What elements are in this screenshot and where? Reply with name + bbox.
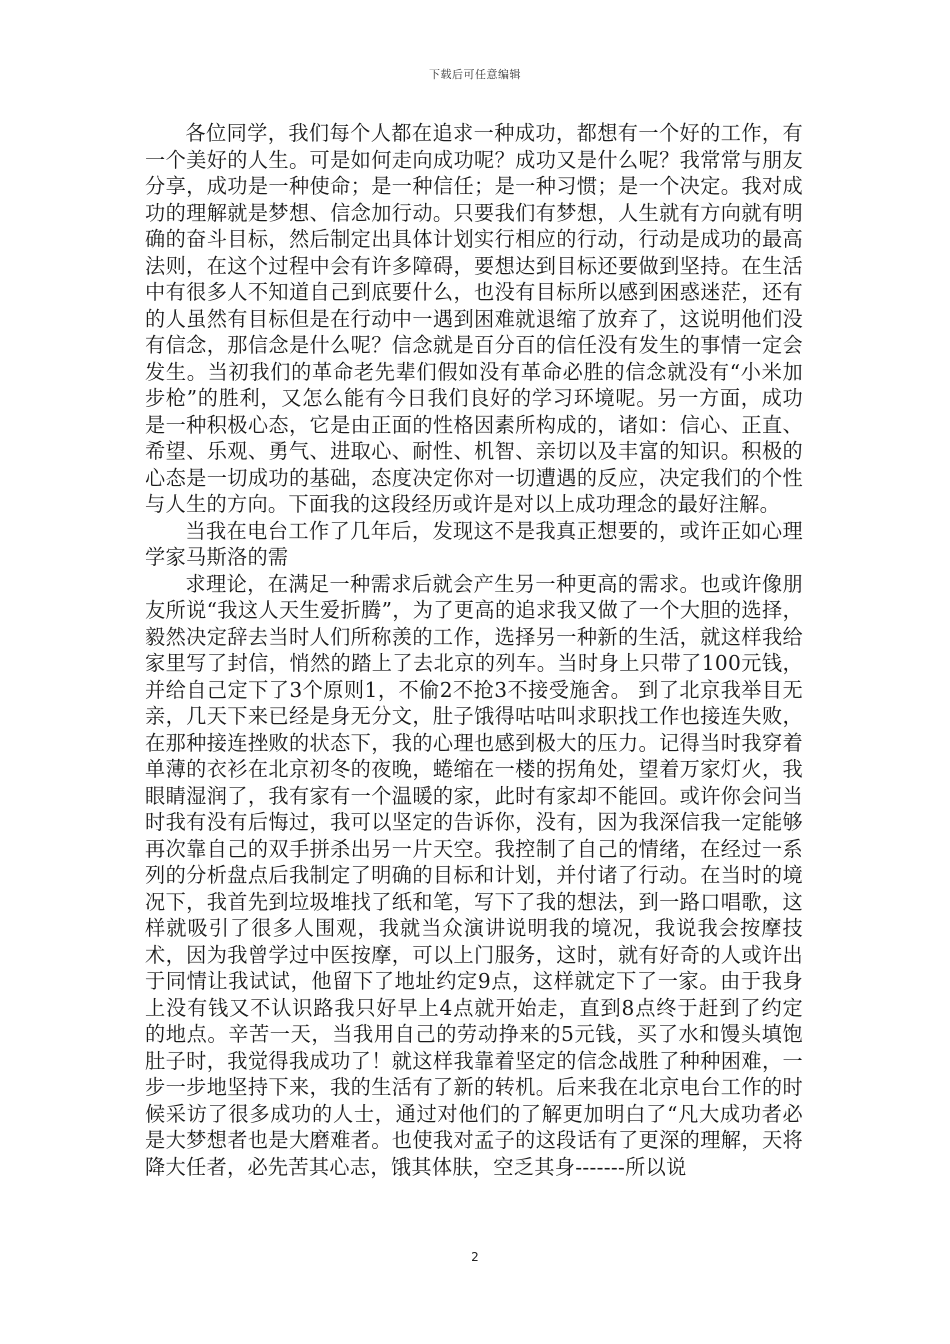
paragraph: 各位同学，我们每个人都在追求一种成功，都想有一个好的工作，有一个美好的人生。可是如何走向成功呢？成功又是什么呢？我常常与朋友分享，成功是一种使命；是一种信任；是一种习惯；是一个决定。我对成功的理解就是梦想、信念加行动。只要我们有梦想，人生就有方向就有明确的奋斗目标，然后制定出具体计划实行相应的行动，行动是成功的最高法则，在这个过程中会有许多障碍，要想达到目标还要做到坚持。在生活中有很多人不知道自己到底要什么，也没有目标所以感到困惑迷茫，还有的人虽然有目标但是在行动中一遇到困难就退缩了放弃了，这说明他们没有信念，那信念是什么呢？信念就是百分百的信任没有发生的事情一定会发生。当初我们的革命老先辈们假如没有革命必胜的信念就没有“小米加步枪”的胜利，又怎么能有今日我们良好的学习环境呢。另一方面，成功是一种积极心态，它是由正面的性格因素所构成的，诸如：信心、正直、希望、乐观、勇气、进取心、耐性、机智、亲切以及丰富的知识。积极的心态是一切成功的基础，态度决定你对一切遭遇的反应，决定我们的个性与人生的方向。下面我的这段经历或许是对以上成功理念的最好注解。	[145, 121, 803, 516]
document-body	[145, 120, 803, 1180]
paragraph: 当我在电台工作了几年后，发现这不是我真正想要的，或许正如心理学家马斯洛的需	[145, 518, 803, 569]
page-number: 2	[471, 1250, 479, 1264]
paragraph: 求理论，在满足一种需求后就会产生另一种更高的需求。也或许像朋友所说“我这人天生爱折腾”，为了更高的追求我又做了一个大胆的选择，毅然决定辞去当时人们所称羡的工作，选择另一种新的生活，就这样我给家里写了封信，悄然的踏上了去北京的列车。当时身上只带了100元钱，并给自己定下了3个原则1，不偷2不抢3不接受施舍。 到了北京我举目无亲，几天下来已经是身无分文，肚子饿得咕咕叫求职找工作也接连失败，在那种接连挫败的状态下，我的心理也感到极大的压力。记得当时我穿着单薄的衣衫在北京初冬的夜晚，蜷缩在一楼的拐角处，望着万家灯火，我眼睛湿润了，我有家有一个温暖的家，此时有家却不能回。或许你会问当时我有没有后悔过，我可以坚定的告诉你，没有，因为我深信我一定能够再次靠自己的双手拼杀出另一片天空。我控制了自己的情绪，在经过一系列的分析盘点后我制定了明确的目标和计划，并付诸了行动。在当时的境况下，我首先到垃圾堆找了纸和笔，写下了我的想法，到一路口唱歌，这样就吸引了很多人围观，我就当众演讲说明我的境况，我说我会按摩技术，因为我曾学过中医按摩，可以上门服务，这时，就有好奇的人或许出于同情让我试试，他留下了地址约定9点，这样就定下了一家。由于我身上没有钱又不认识路我只好早上4点就开始走，直到8点终于赶到了约定的地点。辛苦一天，当我用自己的劳动挣来的5元钱，买了水和馒头填饱肚子时，我觉得我成功了！就这样我靠着坚定的信念战胜了种种困难，一步一步地坚持下来，我的生活有了新的转机。后来我在北京电台工作的时候采访了很多成功的人士，通过对他们的了解更加明白了“凡大成功者必是大梦想者也是大磨难者。也使我对孟子的这段话有了更深的理解，天将降大任者，必先苦其心志，饿其体肤，空乏其身-------所以说	[145, 571, 803, 1179]
page-header: 下载后可任意编辑	[429, 68, 521, 81]
